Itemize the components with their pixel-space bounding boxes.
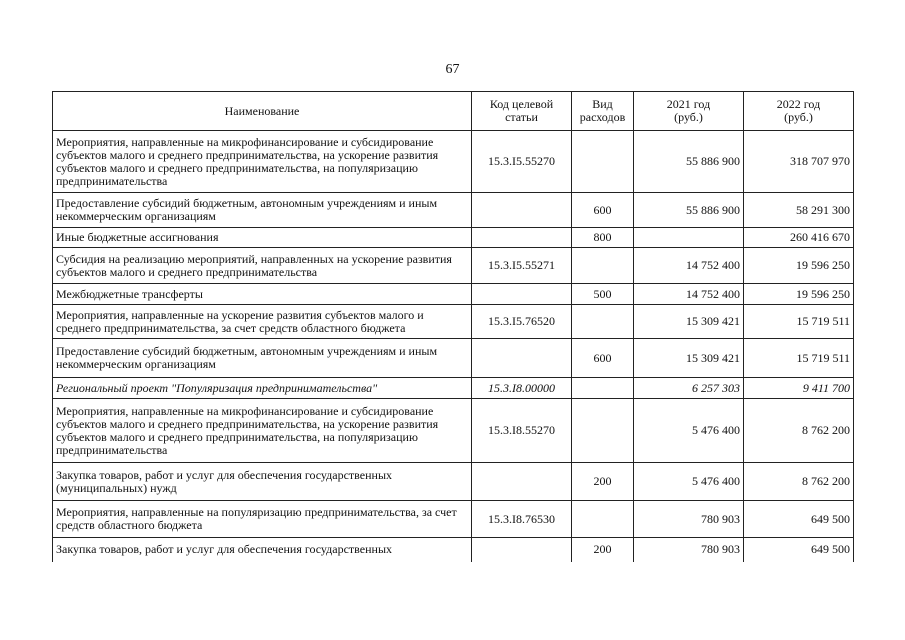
header-type-line1: Вид: [592, 97, 613, 111]
row-amount-2021: 780 903: [634, 538, 744, 562]
page-number: 67: [445, 62, 460, 77]
header-2021-line2: (руб.): [674, 110, 703, 124]
header-code: [472, 92, 572, 131]
row-code: 15.3.I8.76530: [472, 501, 572, 538]
row-type: 600: [572, 193, 634, 228]
header-code-line1: Код целевой: [489, 97, 554, 111]
row-amount-2021: 6 257 303: [634, 378, 744, 399]
row-code: [472, 228, 572, 248]
table-row: [53, 538, 854, 562]
table-row: [53, 399, 854, 463]
header-2021-line1: 2021 год: [666, 97, 711, 111]
row-amount-2022: 15 719 511: [744, 339, 854, 378]
row-type: [572, 399, 634, 463]
row-name: Мероприятия, направленные на микрофинансирование и субсидирование субъектов малого и среднего предпринимательства, на ускорение развития субъектов малого и среднего предпринимательства, на популяризацию предпринимательства: [53, 399, 472, 463]
row-amount-2022: 58 291 300: [744, 193, 854, 228]
row-name: Закупка товаров, работ и услуг для обеспечения государственных: [53, 538, 472, 562]
row-type: 800: [572, 228, 634, 248]
row-amount-2022: 19 596 250: [744, 284, 854, 305]
row-amount-2022: 9 411 700: [744, 378, 854, 399]
header-2022: [744, 92, 854, 131]
row-code: [472, 284, 572, 305]
row-amount-2021: 5 476 400: [634, 399, 744, 463]
row-type: 500: [572, 284, 634, 305]
row-amount-2022: 8 762 200: [744, 399, 854, 463]
table-row: [53, 228, 854, 248]
row-code: [472, 538, 572, 562]
row-amount-2022: 649 500: [744, 538, 854, 562]
row-type: 200: [572, 538, 634, 562]
row-name: Региональный проект "Популяризация предпринимательства": [53, 378, 472, 399]
row-name: Иные бюджетные ассигнования: [53, 228, 472, 248]
row-type: [572, 305, 634, 339]
table-row: [53, 284, 854, 305]
header-type: [572, 92, 634, 131]
row-type: [572, 378, 634, 399]
row-amount-2021: 55 886 900: [634, 193, 744, 228]
row-name: Мероприятия, направленные на ускорение развития субъектов малого и среднего предпринимательства, за счет средств областного бюджета: [53, 305, 472, 339]
row-code: 15.3.I8.00000: [472, 378, 572, 399]
row-amount-2021: 55 886 900: [634, 131, 744, 193]
row-type: 600: [572, 339, 634, 378]
row-code: 15.3.I5.55270: [472, 131, 572, 193]
table-row: [53, 463, 854, 501]
row-amount-2021: 14 752 400: [634, 248, 744, 284]
row-name: Предоставление субсидий бюджетным, автономным учреждениям и иным некоммерческим организациям: [53, 339, 472, 378]
header-2022-line2: (руб.): [784, 110, 813, 124]
row-amount-2021: 780 903: [634, 501, 744, 538]
header-name: Наименование: [53, 92, 472, 131]
row-code: [472, 193, 572, 228]
header-2021: [634, 92, 744, 131]
table-row: [53, 378, 854, 399]
budget-table: [52, 91, 854, 562]
table-row: [53, 339, 854, 378]
header-code-line2: статьи: [505, 110, 538, 124]
row-amount-2022: 649 500: [744, 501, 854, 538]
table-header-row: [53, 92, 854, 131]
table-row: [53, 193, 854, 228]
row-code: 15.3.I5.55271: [472, 248, 572, 284]
row-name: Субсидия на реализацию мероприятий, направленных на ускорение развития субъектов малого и среднего предпринимательства: [53, 248, 472, 284]
row-code: 15.3.I5.76520: [472, 305, 572, 339]
row-amount-2021: 15 309 421: [634, 305, 744, 339]
row-name: Закупка товаров, работ и услуг для обеспечения государственных (муниципальных) нужд: [53, 463, 472, 501]
row-code: 15.3.I8.55270: [472, 399, 572, 463]
row-amount-2021: 5 476 400: [634, 463, 744, 501]
row-amount-2022: 19 596 250: [744, 248, 854, 284]
row-type: [572, 131, 634, 193]
row-code: [472, 463, 572, 501]
row-name: Межбюджетные трансферты: [53, 284, 472, 305]
table-row: [53, 305, 854, 339]
table-row: [53, 248, 854, 284]
row-amount-2022: 318 707 970: [744, 131, 854, 193]
table-row: [53, 131, 854, 193]
row-type: [572, 248, 634, 284]
row-amount-2022: 8 762 200: [744, 463, 854, 501]
row-name: Предоставление субсидий бюджетным, автономным учреждениям и иным некоммерческим организациям: [53, 193, 472, 228]
table-row: [53, 501, 854, 538]
row-type: 200: [572, 463, 634, 501]
header-2022-line1: 2022 год: [776, 97, 821, 111]
row-amount-2022: 260 416 670: [744, 228, 854, 248]
row-amount-2021: 14 752 400: [634, 284, 744, 305]
row-name: Мероприятия, направленные на микрофинансирование и субсидирование субъектов малого и среднего предпринимательства, на ускорение развития субъектов малого и среднего предпринимательства, на популяризацию предпринимательства: [53, 131, 472, 193]
row-type: [572, 501, 634, 538]
row-name: Мероприятия, направленные на популяризацию предпринимательства, за счет средств областного бюджета: [53, 501, 472, 538]
row-code: [472, 339, 572, 378]
row-amount-2021: [634, 228, 744, 248]
row-amount-2021: 15 309 421: [634, 339, 744, 378]
header-type-line2: расходов: [579, 110, 626, 124]
row-amount-2022: 15 719 511: [744, 305, 854, 339]
